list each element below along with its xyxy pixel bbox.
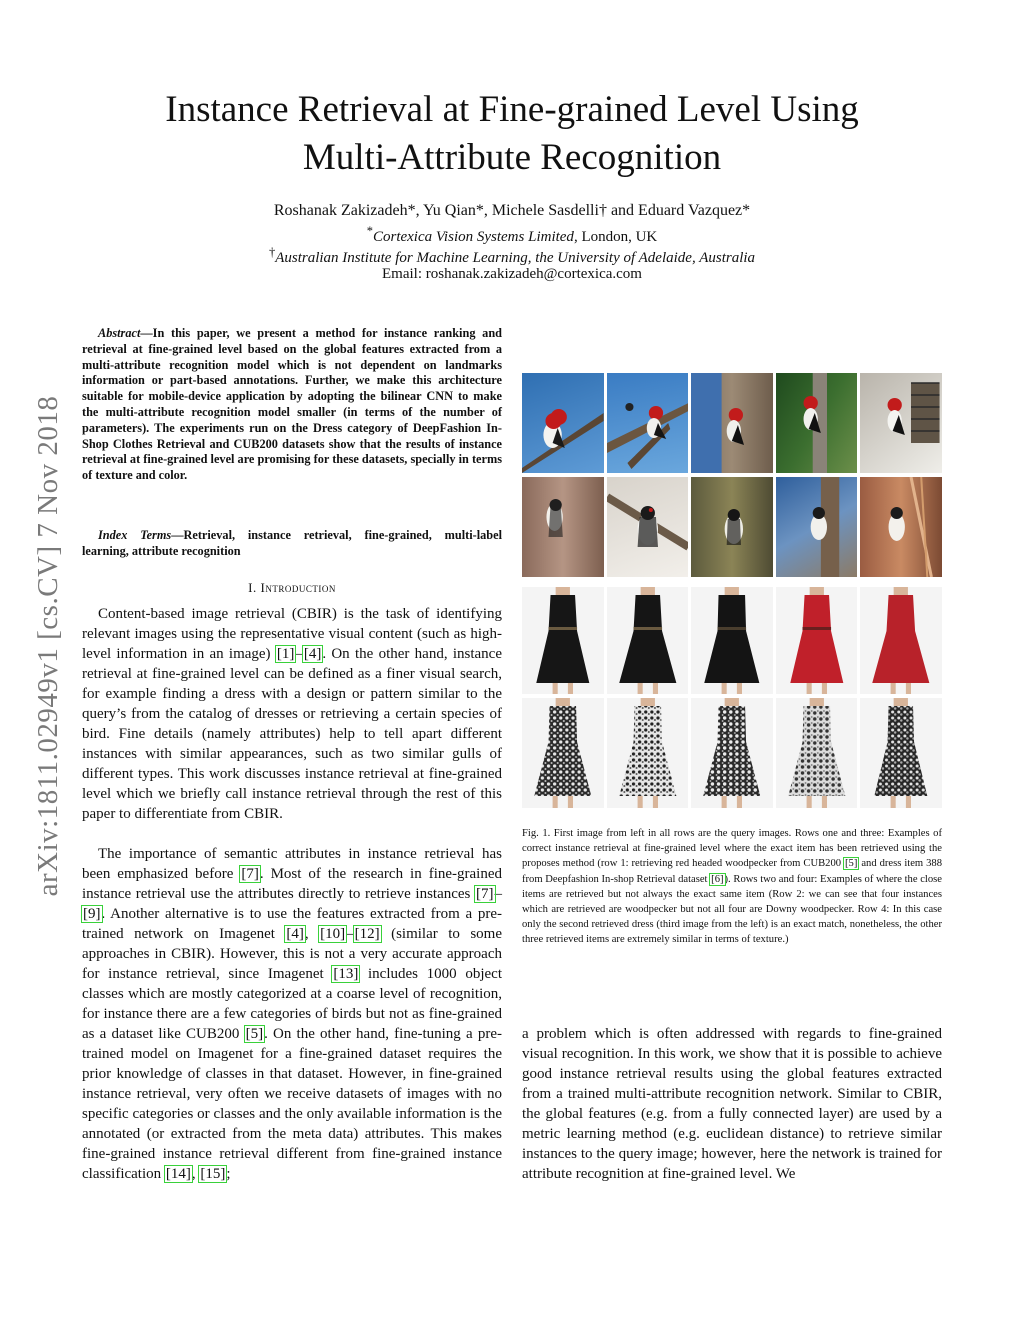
text-run: and dress item 388 from Deepfashion In-shop Retrieval dataset bbox=[522, 858, 942, 885]
figure-caption bbox=[522, 826, 942, 948]
affiliation-1-mark: * bbox=[366, 224, 373, 238]
text-run: . On the other hand, instance retrieval at fine-grained level can be defined as a finer visual search, for example finding a dress with a design or pattern similar to the query’s from the catalog of dresses or retrieving a certain species of bird. Fine details (namely attributes) help to tell apart different instances with similar appearances, such as two similar gulls of different types. This work discusses instance retrieval at fine-grained level which we briefly call instance retrieval through the rest of this paper to differentiate from CBIR. bbox=[82, 646, 502, 822]
citation-link[interactable]: [7] bbox=[241, 866, 259, 882]
text-run: . On the other hand, fine-tuning a pre-trained model on Imagenet for a fine-grained dataset requires the prior knowledge of classes in that dataset. However, in fine-grained instance retrieval, very often we receive datasets of images with no specific categories or classes and the only available information is the annotated (or extracted from the meta data) attributes. This makes fine-grained instance retrieval different from fine-grained instance classification bbox=[82, 1026, 502, 1182]
text-run: ). Rows two and four: Examples of where the close items are retrieved but not always the exact same item (Row 2: we can see that four instances which are retrieved are woodpecker but not all four are Downy woodpecker. Row 4: In this case only the second retrieved dress (third image from the left) is an exact match, nonetheless, the other three retrieved items are extremely similar in terms of texture.) bbox=[522, 873, 942, 946]
text-run: – bbox=[346, 926, 354, 942]
figure-row-3 bbox=[522, 587, 942, 694]
citation-link[interactable]: [13] bbox=[333, 966, 359, 982]
title-line-2: Multi-Attribute Recognition bbox=[302, 137, 722, 178]
dress-image bbox=[522, 587, 604, 694]
citation-link[interactable]: [6] bbox=[711, 873, 724, 885]
text-run: (similar to some approaches in CBIR). However, this is not a very accurate approach for instance retrieval, since Imagenet bbox=[82, 926, 502, 982]
abstract-text: —In this paper, we present a method for instance ranking and retrieval at fine-grained level based on the global features extracted from a multi-attribute recognition model which is not dependent on landmarks information or part-based annotations. Further, we make this architecture suitable for mobile-device application by adopting the bilinear CNN to make the multi-attribute recognition model smaller (in terms of the number of parameters). The experiments run on the Dress category of DeepFashion In-Shop Clothes Retrieval and CUB200 datasets show that the results of instance retrieval at fine-grained level are promising for these datasets, specially in terms of texture and color. bbox=[82, 326, 502, 483]
text-run: . Most of the research in fine-grained instance retrieval use the attributes directly to retrieve instances bbox=[82, 866, 502, 902]
citation-link[interactable]: [5] bbox=[245, 1026, 264, 1042]
citation-link[interactable]: [9] bbox=[83, 906, 101, 922]
text-run: Content-based image retrieval (CBIR) is the task of identifying relevant images using the representative visual content (such as high-level information in an image) bbox=[82, 606, 502, 662]
index-terms bbox=[82, 528, 502, 560]
author-list: Roshanak Zakizadeh*, Yu Qian*, Michele Sasdelli† and Eduard Vazquez* bbox=[273, 202, 751, 219]
text-run: – bbox=[494, 886, 502, 902]
citation-link[interactable]: [4] bbox=[286, 926, 304, 942]
affiliation-1-location: , London, UK bbox=[573, 229, 658, 245]
affiliation-1-org: Cortexica Vision Systems Limited bbox=[372, 229, 574, 245]
bird-image bbox=[522, 373, 604, 473]
dress-image bbox=[776, 587, 858, 694]
dress-image bbox=[691, 698, 773, 808]
author-email: Email: roshanak.zakizadeh@cortexica.com bbox=[382, 266, 642, 282]
text-run: , bbox=[304, 926, 320, 942]
citation-link[interactable]: [4] bbox=[303, 646, 322, 662]
affiliation-2-mark: † bbox=[268, 245, 276, 259]
bird-image bbox=[776, 373, 858, 473]
bird-image bbox=[860, 373, 942, 473]
intro-paragraph-3: a problem which is often addressed with regards to fine-grained visual recognition. In this work, we show that it is possible to achieve good instance retrieval results using the global features extracted from a trained multi-attribute recognition network. Similar to CBIR, the global features (e.g. from a fully connected layer) are used by a metric learning method (e.g. euclidean distance) to retrieve similar instances to the query image; however, here the network is trained for attribute recognition at fine-grained level. We bbox=[522, 1026, 942, 1182]
text-run: includes 1000 object classes which are mostly categorized at a coarse level of recognition, for instance there are a few categories of birds but not as fine-grained as a dataset like CUB200 bbox=[82, 966, 502, 1042]
paper-title bbox=[80, 86, 944, 182]
text-run: , bbox=[191, 1166, 200, 1182]
citation-link[interactable]: [15] bbox=[200, 1166, 226, 1182]
text-run: – bbox=[295, 646, 303, 662]
dress-image bbox=[860, 587, 942, 694]
text-run: Fig. 1. First image from left in all rows are the query images. Rows one and three: Examples of correct instance retrieval at fine-grained level where the exact item has been retrieved using the proposes method (row 1: retrieving red headed woodpecker from CUB200 bbox=[522, 828, 942, 870]
section-title: Introduction bbox=[260, 580, 336, 595]
affiliation-2 bbox=[100, 245, 924, 267]
arxiv-stamp: arXiv:1811.02949v1 [cs.CV] 7 Nov 2018 bbox=[32, 395, 64, 897]
bird-image bbox=[607, 373, 689, 473]
citation-link[interactable]: [12] bbox=[354, 926, 380, 942]
abstract-label: Abstract bbox=[98, 326, 141, 340]
figure-row-1 bbox=[522, 373, 942, 473]
intro-paragraph-2 bbox=[82, 844, 502, 1184]
citation-link[interactable]: [10] bbox=[320, 926, 346, 942]
dress-image bbox=[776, 698, 858, 808]
dress-image bbox=[691, 587, 773, 694]
abstract bbox=[82, 326, 502, 484]
text-run: . Another alternative is to use the features extracted from a pre-trained network on Imagenet bbox=[82, 906, 502, 942]
index-terms-label: Index Terms bbox=[98, 528, 172, 542]
dress-image bbox=[860, 698, 942, 808]
bird-image bbox=[691, 477, 773, 577]
index-terms-text: —Retrieval, instance retrieval, fine-grained, multi-label learning, attribute recognition bbox=[82, 528, 503, 558]
affiliation-2-org: Australian Institute for Machine Learning, the University of Adelaide, Australia bbox=[275, 250, 756, 266]
bird-image bbox=[607, 477, 689, 577]
dress-image bbox=[607, 698, 689, 808]
citation-link[interactable]: [14] bbox=[165, 1166, 191, 1182]
title-line-1: Instance Retrieval at Fine-grained Level Using bbox=[165, 89, 859, 130]
citation-link[interactable]: [1] bbox=[276, 646, 295, 662]
figure-1 bbox=[522, 373, 942, 812]
section-number: I. bbox=[248, 580, 257, 595]
bird-image bbox=[860, 477, 942, 577]
bird-image bbox=[522, 477, 604, 577]
affiliation-1 bbox=[100, 224, 924, 246]
dress-image bbox=[607, 587, 689, 694]
citation-link[interactable]: [7] bbox=[476, 886, 494, 902]
intro-paragraph-1 bbox=[82, 604, 502, 824]
citation-link[interactable]: [5] bbox=[845, 858, 858, 870]
bird-image bbox=[691, 373, 773, 473]
figure-row-2 bbox=[522, 477, 942, 577]
figure-row-4 bbox=[522, 698, 942, 808]
text-run: The importance of semantic attributes in instance retrieval has been emphasized before bbox=[82, 846, 502, 882]
text-run: ; bbox=[226, 1166, 231, 1182]
dress-image bbox=[522, 698, 604, 808]
bird-image bbox=[776, 477, 858, 577]
section-heading bbox=[82, 580, 502, 596]
